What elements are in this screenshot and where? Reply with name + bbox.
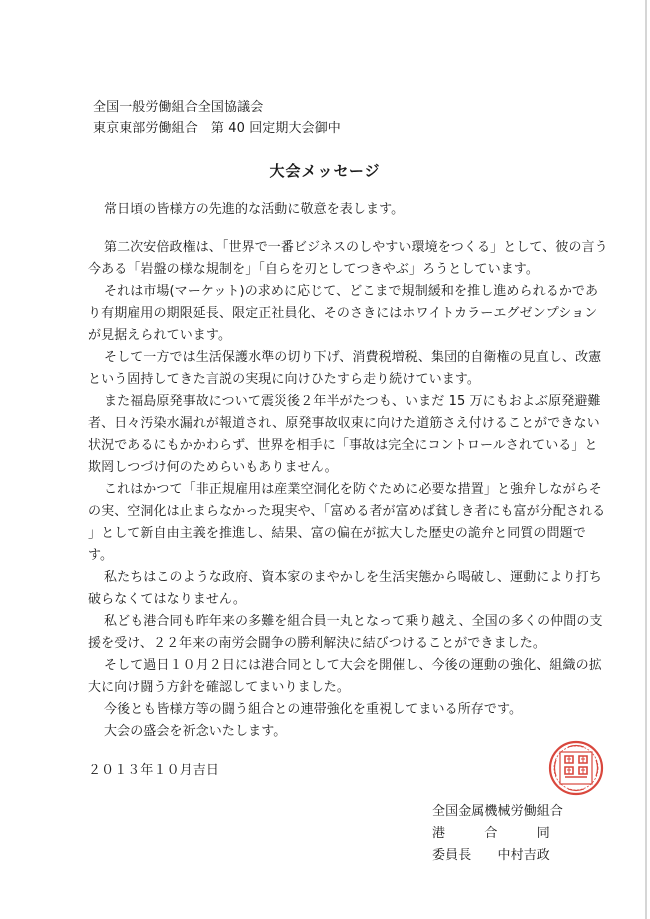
seal-icon [548,740,604,796]
paragraph-line: そして過日１０月２日には港合同として大会を開催し、今後の運動の強化、組織の拡 [104,658,602,673]
paragraph-line: す。 [88,548,114,563]
paragraph-line: 援を受け、２２年来の南労会闘争の勝利解決に結びつけることができました。 [88,636,546,651]
paragraph-line: 大会の盛会を祈念いたします。 [104,724,287,739]
document-title: 大会メッセージ [269,162,381,180]
paragraph-line: 今後とも皆様方等の闘う組合との連帯強化を重視してまいる所存です。 [104,702,523,717]
paragraph-line: また福島原発事故について震災後２年半がたつも、いまだ 15 万にもおよぶ原発避難 [104,394,601,409]
paragraph-line: そして一方では生活保護水準の切り下げ、消費税増税、集団的自衛権の見直し、改憲 [104,350,602,365]
addressee-line-1: 全国一般労働組合全国協議会 [93,100,264,115]
document-date: ２０１３年１０月吉日 [88,763,220,778]
paragraph-line: 今ある「岩盤の様な規制を」「自らを刃としてつきやぶ」ろうとしています。 [88,262,539,277]
signature-organization: 全国金属機械労働組合 [432,804,564,819]
paragraph-line: それは市場(マーケット)の求めに応じて、どこまで規制緩和を推し進められるかであ [104,284,599,299]
paragraph-line: 」として新自由主義を推進し、結果、富の偏在が拡大した歴史の詭弁と同質の問題で [88,526,586,541]
paragraph-line: という固持してきた言説の実現に向けひたすら走り続けています。 [88,372,480,387]
signature-union: 港 合 同 [432,826,550,841]
paragraph-line: これはかつて「非正規雇用は産業空洞化を防ぐために必要な措置」と強弁しながらそ [104,482,602,497]
official-seal-stamp [548,740,604,796]
page-edge [645,0,647,919]
paragraph-line: 破らなくてはなりません。 [88,592,246,607]
signature-representative: 委員長 中村吉政 [432,848,550,863]
paragraph-line: 状況であるにもかかわらず、世界を相手に「事故は完全にコントロールされている」と [88,438,598,453]
paragraph-line: 大に向け闘う方針を確認してまいりました。 [88,680,351,695]
paragraph-line: 者、日々汚染水漏れが報道され、原発事故収束に向けた道筋さえ付けることができない [88,416,600,431]
paragraph-line: が見据えられています。 [88,328,232,343]
paragraph-line: 欺罔しつづけ何のためらいもありません。 [88,460,338,475]
paragraph-line: 常日頃の皆様方の先進的な活動に敬意を表します。 [104,202,405,217]
paragraph-line: の実、空洞化は止まらなかった現実や、「富める者が富めば貧しき者にも富が分配される [88,504,606,519]
paragraph-line: 第二次安倍政権は、「世界で一番ビジネスのしやすい環境をつくる」として、彼の言う [104,240,608,255]
paragraph-line: 私ども港合同も昨年来の多難を組合員一丸となって乗り越え、全国の多くの仲間の支 [104,614,603,629]
paragraph-line: り有期雇用の期限延長、限定正社員化、そのさきにはホワイトカラーエグゼンプション [88,306,598,321]
addressee-line-2: 東京東部労働組合 第 40 回定期大会御中 [93,121,341,136]
paragraph-line: 私たちはこのような政府、資本家のまやかしを生活実態から喝破し、運動により打ち [104,570,602,585]
